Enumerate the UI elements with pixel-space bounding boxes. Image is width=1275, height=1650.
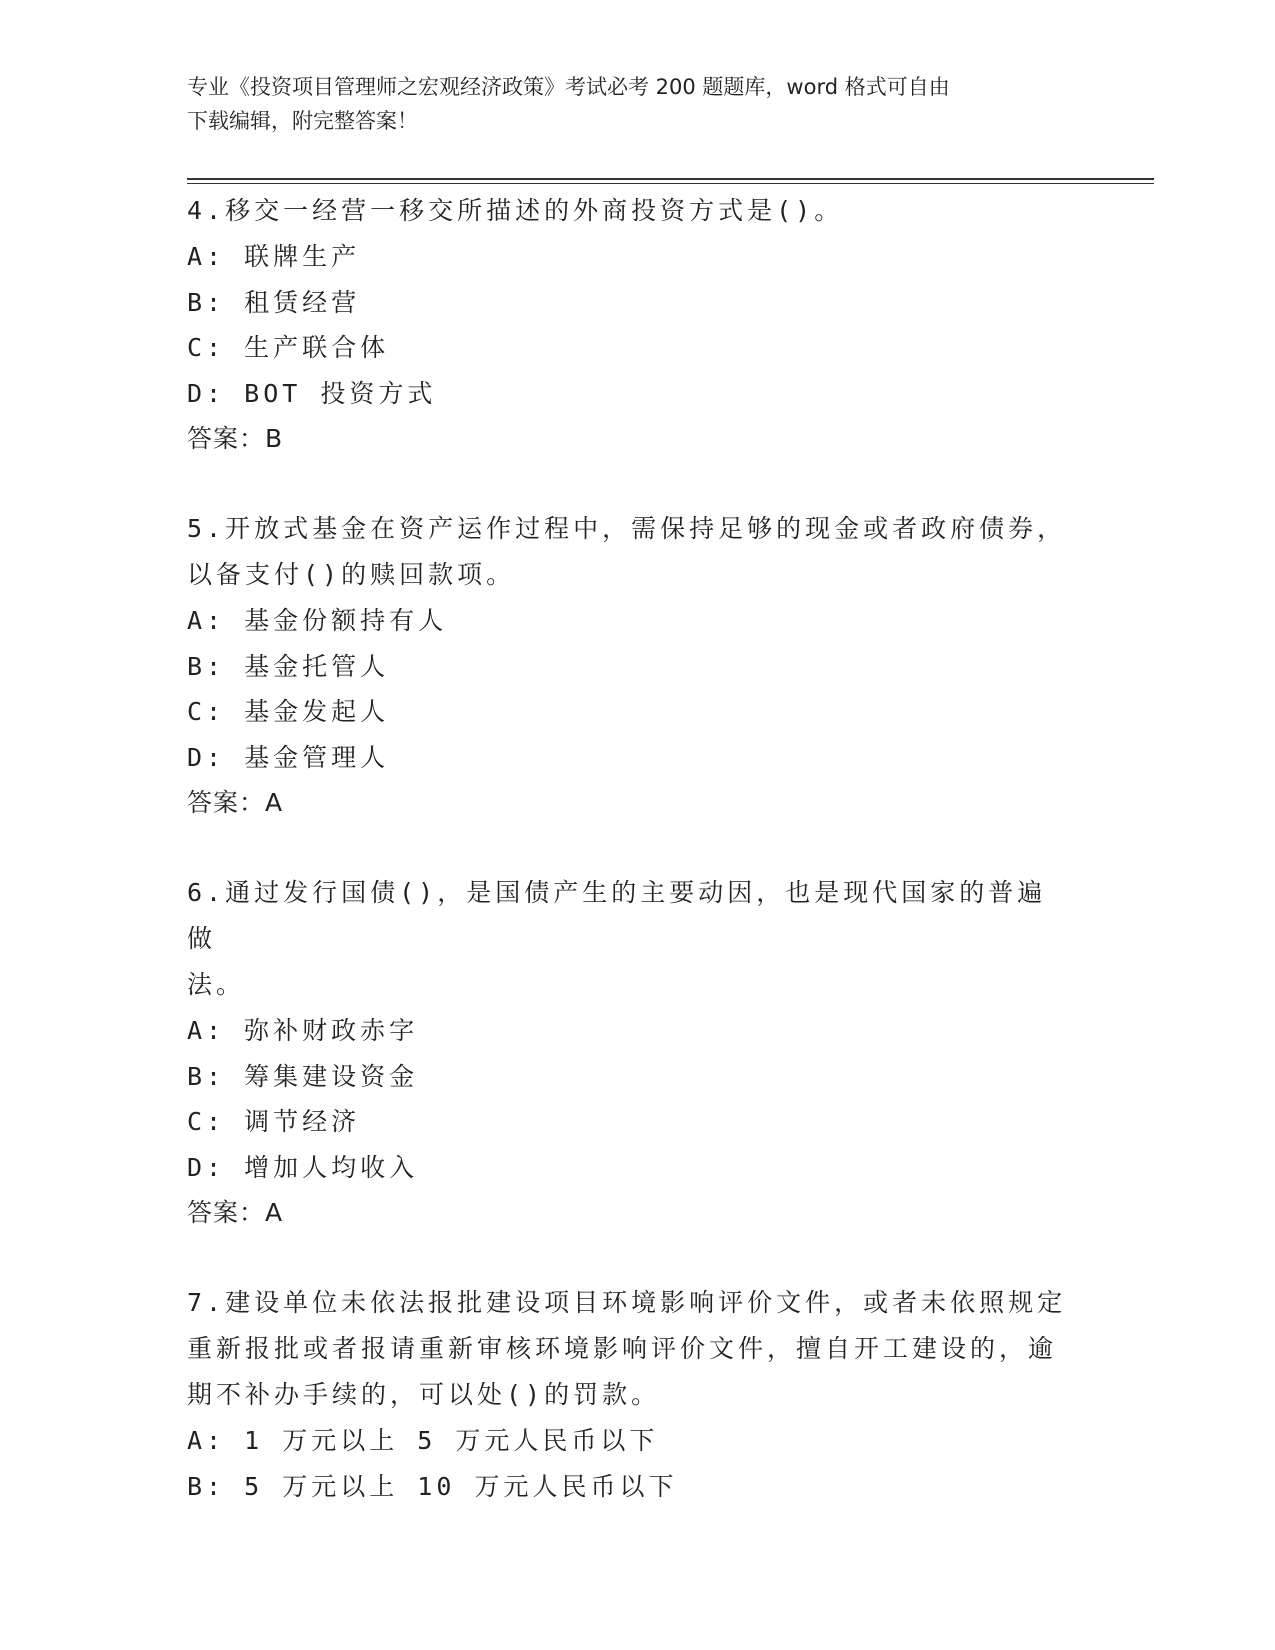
option-b: B: 5 万元以上 10 万元人民币以下 <box>187 1471 678 1501</box>
question-block <box>187 188 1067 461</box>
question-list <box>187 188 1067 1509</box>
option-d: D: 增加人均收入 <box>187 1152 419 1182</box>
option-b: B: 基金托管人 <box>187 651 390 681</box>
header-line-2: 下载编辑，附完整答案！ <box>187 109 418 133</box>
option-c: C: 生产联合体 <box>187 333 390 362</box>
option-c: C: 调节经济 <box>187 1107 361 1136</box>
question-text: 7.建设单位未依法报批建设项目环境影响评价文件，或者未依照规定 <box>187 1288 1067 1317</box>
question-text: 4.移交一经营一移交所描述的外商投资方式是()。 <box>187 196 844 225</box>
question-text: 重新报批或者报请重新审核环境影响评价文件，擅自开工建设的，逾 <box>187 1334 1058 1363</box>
answer-line: 答案：B <box>187 424 284 453</box>
option-a: A: 基金份额持有人 <box>187 606 448 635</box>
header-divider-thick <box>187 178 1154 180</box>
answer-line: 答案：A <box>187 1198 284 1227</box>
option-b: B: 筹集建设资金 <box>187 1061 419 1091</box>
option-a: A: 弥补财政赤字 <box>187 1016 419 1045</box>
header-divider-thin <box>187 183 1154 184</box>
question-block <box>187 1280 1067 1509</box>
question-text: 5.开放式基金在资产运作过程中，需保持足够的现金或者政府债券， <box>187 514 1067 543</box>
answer-line: 答案：A <box>187 788 284 817</box>
question-text: 法。 <box>187 970 246 999</box>
question-text: 以备支付()的赎回款项。 <box>187 560 516 589</box>
option-a: A: 1 万元以上 5 万元人民币以下 <box>187 1426 659 1455</box>
header-line-1: 专业《投资项目管理师之宏观经济政策》考试必考 200 题题库，word 格式可自由 <box>187 75 950 99</box>
option-a: A: 联牌生产 <box>187 242 361 271</box>
question-text: 6.通过发行国债()，是国债产生的主要动因，也是现代国家的普遍做 <box>187 878 1047 953</box>
option-c: C: 基金发起人 <box>187 697 390 726</box>
question-block <box>187 870 1067 1235</box>
option-b: B: 租赁经营 <box>187 287 361 317</box>
option-d: D: BOT 投资方式 <box>187 378 437 408</box>
document-header <box>187 70 1087 138</box>
option-d: D: 基金管理人 <box>187 742 390 772</box>
question-text: 期不补办手续的，可以处()的罚款。 <box>187 1380 661 1409</box>
question-block <box>187 506 1067 825</box>
